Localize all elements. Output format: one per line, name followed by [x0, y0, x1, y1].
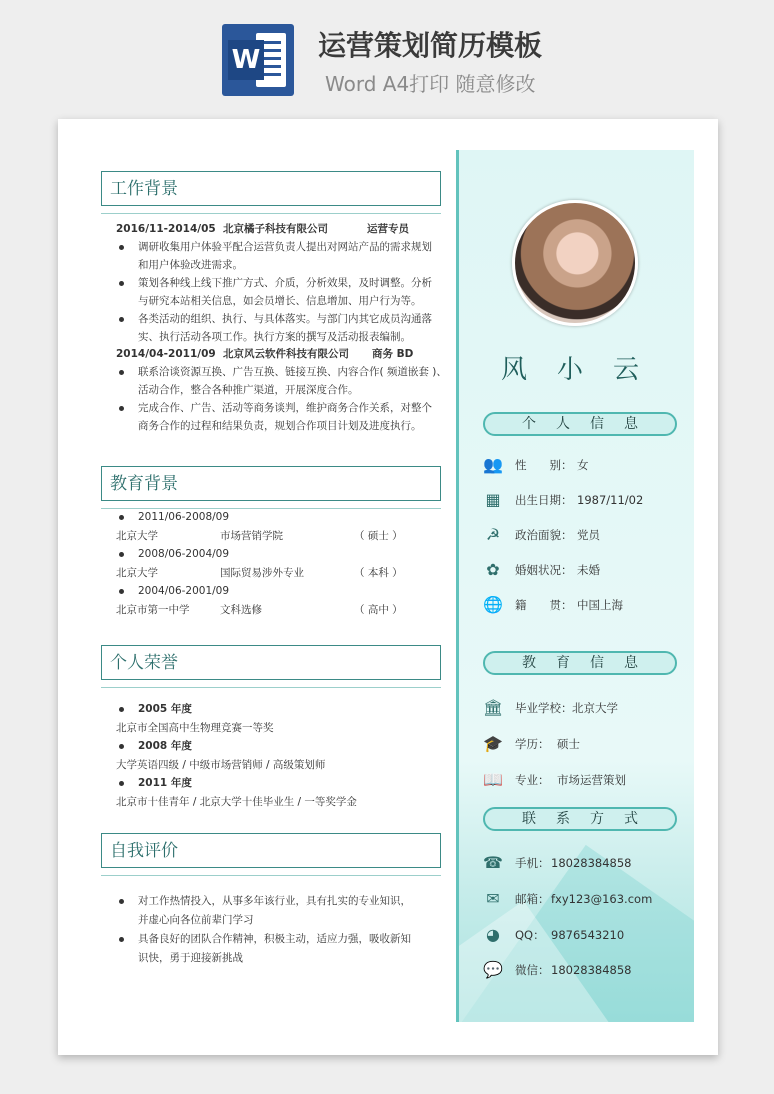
honors-section-title: 个人荣誉: [110, 653, 178, 673]
bullet-dot: [119, 370, 124, 375]
bullet-dot: [119, 552, 124, 557]
honors-section-header: [101, 645, 441, 680]
info-value: 市场运营策划: [557, 773, 626, 787]
book-icon: 📖: [483, 770, 503, 789]
bullet-dot: [119, 781, 124, 786]
job-bullet-line: 完成合作、广告、活动等商务谈判，维护商务合作关系，对整个: [138, 402, 432, 414]
personal-info-header: 个人信息: [483, 412, 677, 436]
info-label: 婚姻状况：: [515, 563, 573, 577]
info-value: 9876543210: [551, 928, 625, 942]
info-value: 中国上海: [577, 598, 623, 612]
job-position: 运营专员: [367, 223, 409, 235]
edu-major: 文科选修: [220, 604, 262, 616]
job-bullet-line: 活动合作，整合各种推广渠道，开展深度合作。: [138, 384, 359, 396]
honor-year: 2005 年度: [138, 703, 192, 715]
edu-period: 2011/06-2008/09: [138, 511, 230, 523]
edu-school: 北京大学: [116, 567, 158, 579]
info-label: 专业：: [515, 773, 550, 787]
info-row-qq: [483, 924, 683, 946]
info-value: 党员: [577, 528, 600, 542]
party-emblem-icon: ☭: [485, 525, 501, 544]
job-position: 商务 BD: [372, 348, 414, 360]
info-value: 1987/11/02: [577, 493, 644, 507]
phone-icon: ☎: [483, 853, 503, 872]
bullet-dot: [119, 899, 124, 904]
info-value: 18028384858: [551, 963, 632, 977]
banner: [0, 0, 774, 118]
work-section-header: [101, 171, 441, 206]
mail-icon: ✉: [486, 889, 500, 908]
job-bullet-line: 实、执行活动各项工作。执行方案的撰写及活动报表编制。: [138, 331, 411, 343]
honor-year: 2011 年度: [138, 777, 192, 789]
bullet-dot: [119, 937, 124, 942]
info-row-political: [483, 524, 683, 546]
job-bullet-line: 和用户体验改进需求。: [138, 259, 243, 271]
info-label: 手机：: [515, 856, 550, 870]
info-label: 学历：: [515, 737, 550, 751]
job-bullet-line: 与研究本站相关信息，如会员增长、信息增加、用户行为等。: [138, 295, 422, 307]
job-bullet-line: 策划各种线上线下推广方式、介质，分析效果，及时调整。分析: [138, 277, 432, 289]
profile-sidebar: [456, 150, 694, 1022]
info-label: 政治面貌：: [515, 528, 573, 542]
self-eval-line: 具备良好的团队合作精神，积极主动，适应力强，吸收新知: [138, 933, 411, 945]
job-period: 2014/04-2011/09: [116, 348, 216, 360]
banner-subtitle: Word A4打印 随意修改: [325, 72, 536, 96]
edu-major: 国际贸易涉外专业: [220, 567, 304, 579]
graduation-cap-icon: 🎓: [483, 734, 503, 753]
job-company: 北京橘子科技有限公司: [223, 223, 328, 235]
self-eval-line: 并虚心向各位前辈门学习: [138, 914, 254, 926]
edu-school: 北京市第一中学: [116, 604, 190, 616]
self-eval-line: 识快，勇于迎接新挑战: [138, 952, 243, 964]
info-label: 微信：: [515, 963, 550, 977]
section-divider: [101, 875, 441, 876]
info-value: 北京大学: [572, 701, 618, 715]
bullet-dot: [119, 515, 124, 520]
bullet-dot: [119, 406, 124, 411]
qq-icon: ◕: [486, 925, 500, 944]
info-value: 未婚: [577, 563, 600, 577]
candidate-name: 风小云: [501, 355, 670, 385]
job-company: 北京风云软件科技有限公司: [223, 348, 349, 360]
info-row-major: [483, 769, 683, 791]
bullet-dot: [119, 245, 124, 250]
info-label: 出生日期：: [515, 493, 573, 507]
edu-degree: （ 本科 ）: [354, 567, 403, 579]
education-section-title: 教育背景: [110, 474, 178, 494]
resume-page: [58, 119, 718, 1055]
edu-school: 北京大学: [116, 530, 158, 542]
job-bullet-line: 联系洽谈资源互换、广告互换、链接互换、内容合作( 频道嵌套 )、: [138, 366, 447, 378]
info-label: 邮箱：: [515, 892, 550, 906]
job-period: 2016/11-2014/05: [116, 223, 216, 235]
info-value: fxy123@163.com: [551, 892, 653, 906]
section-divider: [101, 687, 441, 688]
bullet-dot: [119, 281, 124, 286]
info-value: 18028384858: [551, 856, 632, 870]
calendar-icon: ▦: [485, 490, 501, 509]
education-section-header: [101, 466, 441, 501]
bullet-dot: [119, 744, 124, 749]
edu-period: 2008/06-2004/09: [138, 548, 230, 560]
education-info-header: 教育信息: [483, 651, 677, 675]
edu-period: 2004/06-2001/09: [138, 585, 230, 597]
globe-icon: 🌐: [483, 595, 503, 614]
bullet-dot: [119, 589, 124, 594]
info-label: QQ：: [515, 928, 545, 942]
honor-text: 大学英语四级 / 中级市场营销师 / 高级策划师: [116, 759, 326, 771]
info-row-phone: [483, 852, 683, 874]
info-row-email: [483, 888, 683, 910]
info-row-birthdate: [483, 489, 683, 511]
info-label: 毕业学校：: [515, 701, 573, 715]
word-logo-letter: W: [228, 40, 264, 80]
building-icon: 🏛: [483, 698, 504, 717]
profile-photo: [512, 200, 638, 326]
word-logo-icon: [222, 24, 294, 96]
banner-title: 运营策划简历模板: [318, 29, 543, 62]
info-label: 籍 贯：: [515, 598, 573, 612]
self-eval-section-title: 自我评价: [110, 841, 178, 861]
honor-text: 北京市全国高中生物理竞赛一等奖: [116, 722, 274, 734]
edu-major: 市场营销学院: [220, 530, 283, 542]
wechat-icon: 💬: [483, 960, 503, 979]
info-row-wechat: [483, 959, 683, 981]
contact-info-header: 联系方式: [483, 807, 677, 831]
info-row-school: [483, 697, 683, 719]
info-row-hometown: [483, 594, 683, 616]
job-bullet-line: 调研收集用户体验平配合运营负责人提出对网站产品的需求规划: [138, 241, 432, 253]
honor-text: 北京市十佳青年 / 北京大学十佳毕业生 / 一等奖学金: [116, 796, 357, 808]
edu-degree: （ 硕士 ）: [354, 530, 403, 542]
job-bullet-line: 商务合作的过程和结果负责，规划合作项目计划及进度执行。: [138, 420, 422, 432]
flower-icon: ✿: [486, 560, 500, 579]
info-label: 性 别：: [515, 458, 573, 472]
work-section-title: 工作背景: [110, 179, 178, 199]
info-value: 女: [577, 458, 589, 472]
self-eval-section-header: [101, 833, 441, 868]
info-value: 硕士: [557, 737, 580, 751]
section-divider: [101, 213, 441, 214]
info-row-gender: [483, 454, 683, 476]
job-bullet-line: 各类活动的组织、执行、与具体落实。与部门内其它成员沟通落: [138, 313, 432, 325]
info-row-marital: [483, 559, 683, 581]
info-row-degree: [483, 733, 683, 755]
bullet-dot: [119, 707, 124, 712]
edu-degree: （ 高中 ）: [354, 604, 403, 616]
self-eval-line: 对工作热情投入，从事多年该行业，具有扎实的专业知识，: [138, 895, 411, 907]
people-icon: 👥: [483, 455, 503, 474]
honor-year: 2008 年度: [138, 740, 192, 752]
bullet-dot: [119, 317, 124, 322]
